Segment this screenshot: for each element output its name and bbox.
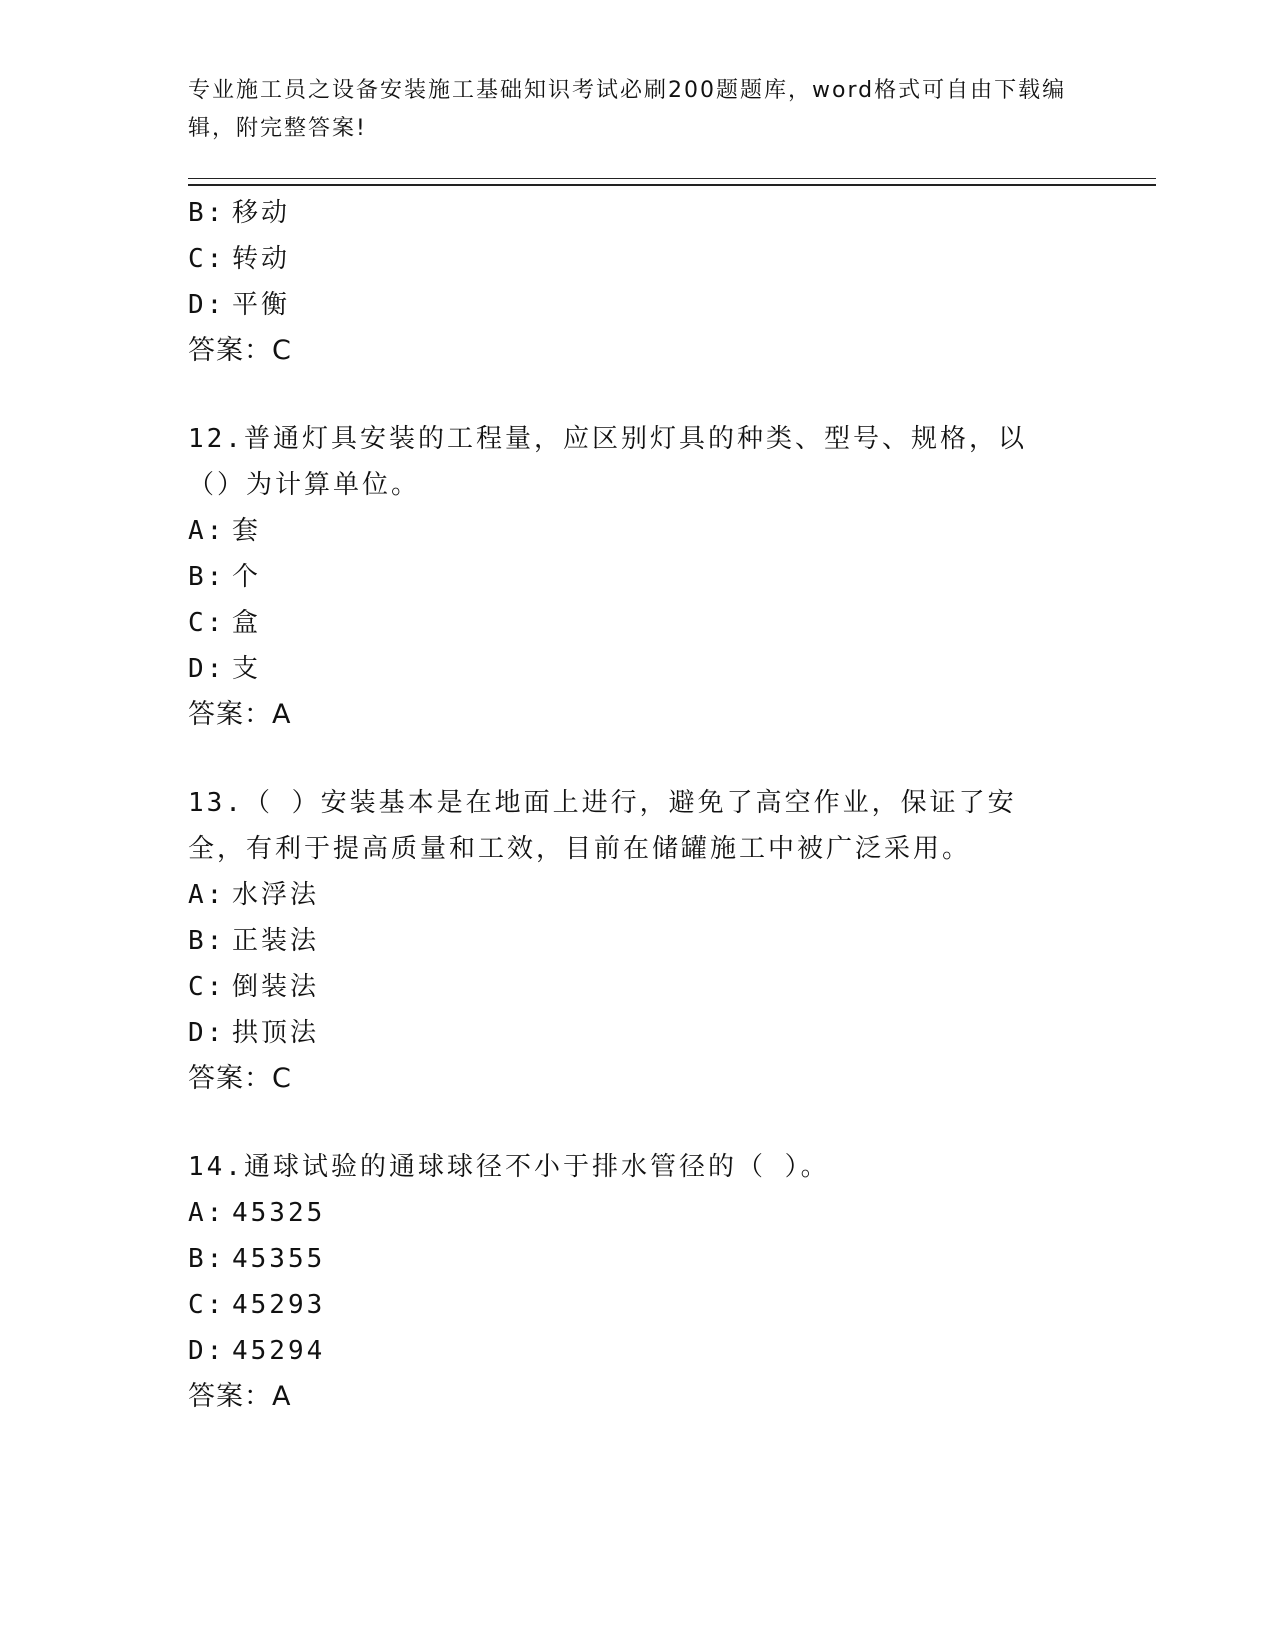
option-label: D:: [188, 1018, 226, 1048]
option-text: 45325: [232, 1198, 326, 1228]
option-c: [188, 1282, 1048, 1328]
option-text: 支: [232, 654, 262, 684]
option-label: B:: [188, 1244, 226, 1274]
option-label: B:: [188, 926, 226, 956]
option-b: [188, 918, 1048, 964]
option-b: [188, 554, 1048, 600]
option-label: C:: [188, 244, 226, 274]
option-text: 倒装法: [232, 972, 320, 1002]
question-text: 14.通球试验的通球球径不小于排水管径的（ ）。: [188, 1152, 830, 1182]
document-body: [188, 190, 1048, 1420]
document-header-title: 专业施工员之设备安装施工基础知识考试必刷200题题库，word格式可自由下载编辑，附完整答案!: [188, 78, 1067, 141]
question-11-continued: [188, 190, 1048, 374]
option-d: [188, 282, 1048, 328]
option-a: [188, 508, 1048, 554]
option-d: [188, 646, 1048, 692]
option-d: [188, 1010, 1048, 1056]
option-b: [188, 1236, 1048, 1282]
option-label: D:: [188, 290, 226, 320]
option-text: 正装法: [232, 926, 320, 956]
question-14: [188, 1144, 1048, 1420]
option-text: 移动: [232, 198, 291, 228]
option-d: [188, 1328, 1048, 1374]
option-text: 个: [232, 562, 262, 592]
answer-line: 答案：C: [188, 1063, 292, 1094]
option-text: 平衡: [232, 290, 291, 320]
option-c: [188, 964, 1048, 1010]
answer-line: 答案：C: [188, 335, 292, 366]
option-c: [188, 236, 1048, 282]
option-text: 45293: [232, 1290, 326, 1320]
option-a: [188, 1190, 1048, 1236]
question-12: [188, 416, 1048, 738]
option-text: 45355: [232, 1244, 326, 1274]
question-13: [188, 780, 1048, 1102]
option-text: 45294: [232, 1336, 326, 1366]
option-text: 盒: [232, 608, 262, 638]
option-label: A:: [188, 1198, 226, 1228]
question-text: 13.（ ）安装基本是在地面上进行，避免了高空作业，保证了安全，有利于提高质量和工效，目前在储罐施工中被广泛采用。: [188, 788, 1017, 864]
option-c: [188, 600, 1048, 646]
option-label: C:: [188, 1290, 226, 1320]
option-text: 拱顶法: [232, 1018, 320, 1048]
option-label: D:: [188, 1336, 226, 1366]
question-text: 12.普通灯具安装的工程量，应区别灯具的种类、型号、规格，以（）为计算单位。: [188, 424, 1027, 500]
header-divider: [188, 178, 1156, 186]
option-label: A:: [188, 880, 226, 910]
option-label: A:: [188, 516, 226, 546]
option-text: 水浮法: [232, 880, 320, 910]
option-b: [188, 190, 1048, 236]
option-text: 转动: [232, 244, 291, 274]
option-text: 套: [232, 516, 262, 546]
option-label: C:: [188, 972, 226, 1002]
option-label: B:: [188, 562, 226, 592]
option-label: D:: [188, 654, 226, 684]
option-label: B:: [188, 198, 226, 228]
option-label: C:: [188, 608, 226, 638]
option-a: [188, 872, 1048, 918]
answer-line: 答案：A: [188, 699, 292, 730]
answer-line: 答案：A: [188, 1381, 292, 1412]
